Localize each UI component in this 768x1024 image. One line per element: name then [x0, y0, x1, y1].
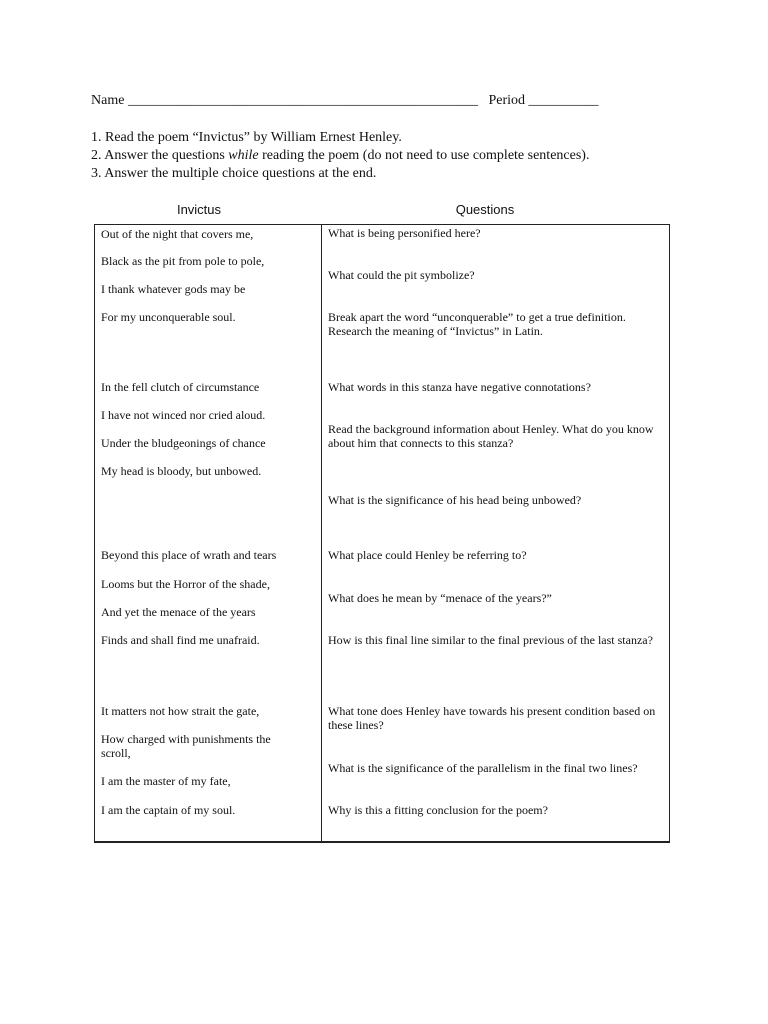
instruction-2: 2. Answer the questions while reading the poem (do not need to use complete sentences).	[91, 148, 590, 163]
column-divider	[321, 225, 322, 841]
poem-line: Finds and shall find me unafraid.	[101, 633, 260, 647]
name-blank[interactable]: __________________________________________________	[127, 93, 478, 108]
period-label: Period	[488, 93, 525, 108]
emphasis-while: while	[228, 148, 259, 163]
poem-line: Beyond this place of wrath and tears	[101, 548, 277, 562]
column-heading-questions: Questions	[455, 202, 515, 217]
question: What place could Henley be referring to?	[328, 548, 527, 562]
period-blank[interactable]: __________	[528, 93, 599, 108]
poem-line: I am the captain of my soul.	[101, 803, 236, 817]
question: What is being personified here?	[328, 226, 481, 240]
instruction-1: 1. Read the poem “Invictus” by William Ernest Henley.	[91, 130, 402, 145]
question: What does he mean by “menace of the years?”	[328, 591, 552, 605]
poem-line: My head is bloody, but unbowed.	[101, 464, 262, 478]
name-label: Name	[91, 93, 125, 108]
question: What tone does Henley have towards his present condition based on these lines?	[328, 704, 656, 732]
poem-line: It matters not how strait the gate,	[101, 704, 260, 718]
column-heading-poem: Invictus	[176, 202, 222, 217]
poem-line: Under the bludgeonings of chance	[101, 436, 266, 450]
poem-line: I thank whatever gods may be	[101, 282, 246, 296]
question: Why is this a fitting conclusion for the poem?	[328, 803, 548, 817]
poem-line: Out of the night that covers me,	[101, 227, 254, 241]
poem-line: I am the master of my fate,	[101, 774, 231, 788]
question: What is the significance of the parallelism in the final two lines?	[328, 761, 638, 775]
worksheet-table	[94, 224, 670, 843]
question: How is this final line similar to the final previous of the last stanza?	[328, 633, 653, 647]
poem-line: In the fell clutch of circumstance	[101, 380, 260, 394]
poem-line: How charged with punishments the scroll,	[101, 732, 271, 760]
question: What could the pit symbolize?	[328, 268, 475, 282]
poem-line: Looms but the Horror of the shade,	[101, 577, 270, 591]
question: What is the significance of his head being unbowed?	[328, 493, 582, 507]
poem-line: Black as the pit from pole to pole,	[101, 254, 265, 268]
question: What words in this stanza have negative connotations?	[328, 380, 591, 394]
question: Break apart the word “unconquerable” to get a true definition. Research the meaning of “Invictus” in Latin.	[328, 310, 626, 338]
poem-line: For my unconquerable soul.	[101, 310, 236, 324]
instruction-3: 3. Answer the multiple choice questions at the end.	[91, 166, 377, 181]
name-period-line	[91, 93, 599, 109]
poem-line: And yet the menace of the years	[101, 605, 256, 619]
instructions	[91, 129, 589, 183]
question: Read the background information about Henley. What do you know about him that connects to this stanza?	[328, 422, 654, 450]
poem-line: I have not winced nor cried aloud.	[101, 408, 266, 422]
